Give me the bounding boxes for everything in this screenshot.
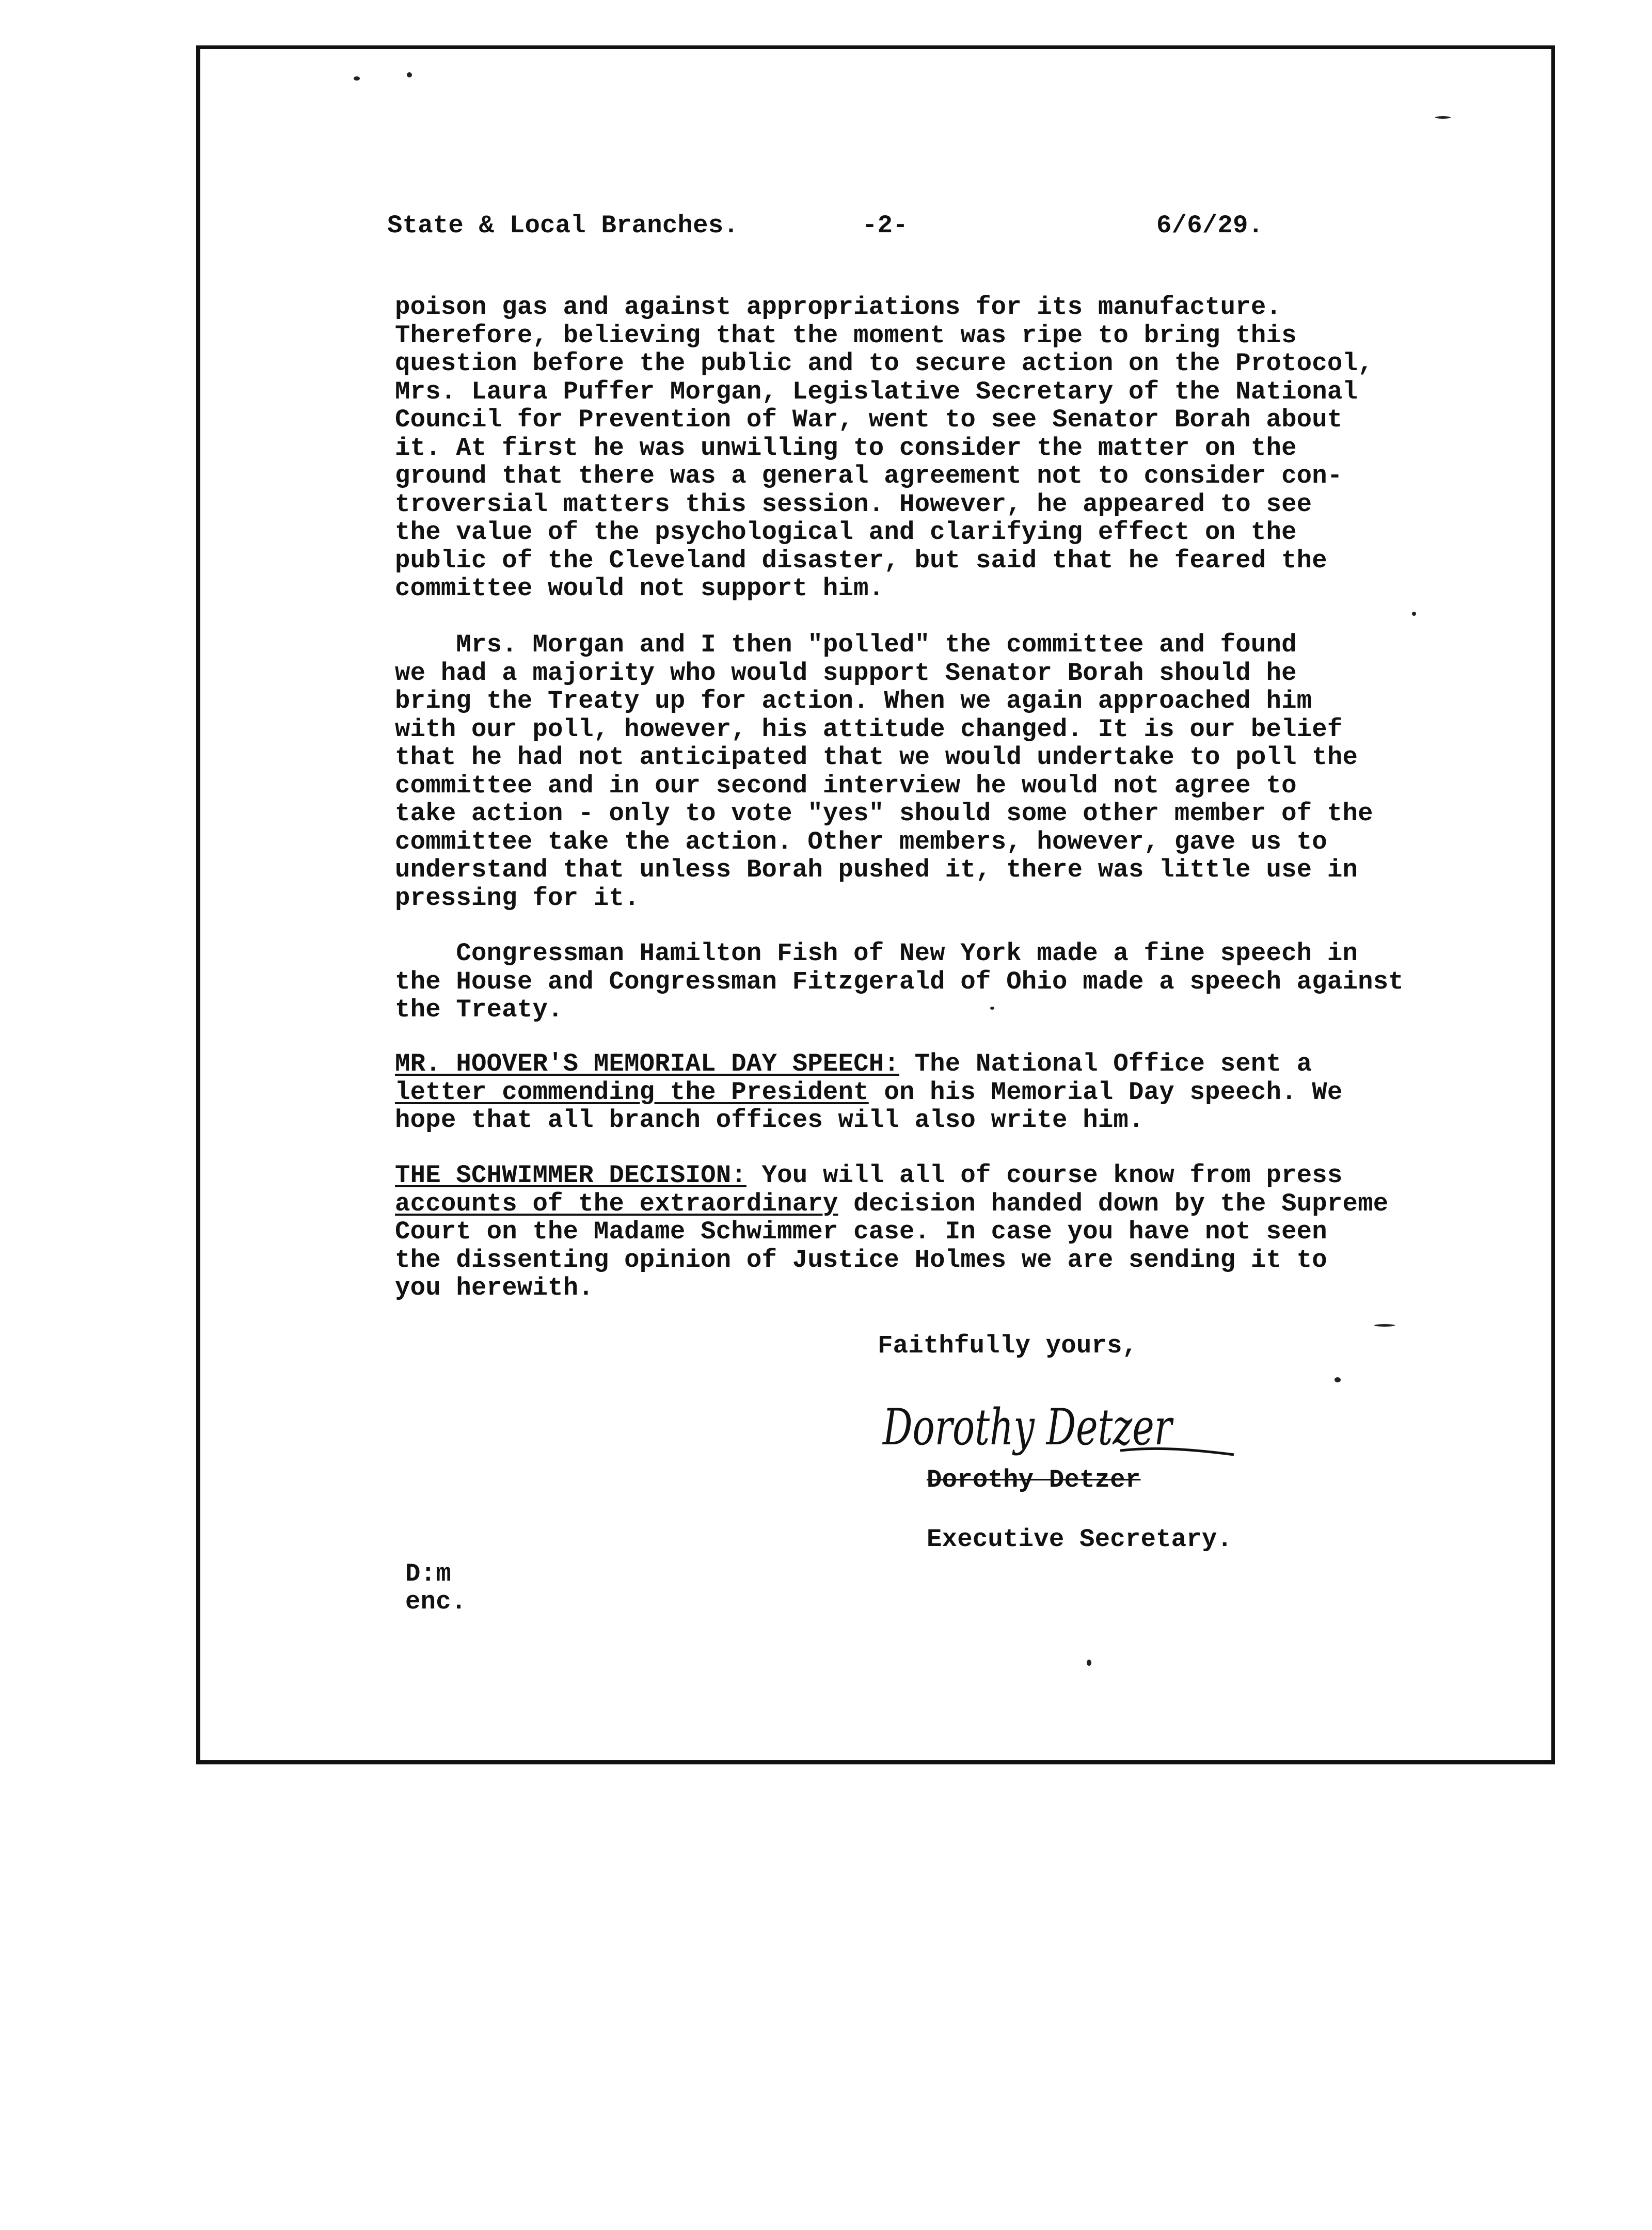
hoover-line3: hope that all branch offices will also write him.: [395, 1106, 1144, 1135]
scan-speck: [990, 1007, 994, 1010]
scan-speck: [354, 76, 360, 81]
scan-speck: [407, 72, 412, 77]
schwimmer-line2-underlined: accounts of the extraordinary: [395, 1189, 838, 1218]
hoover-line2-underlined: letter commending the President: [395, 1077, 869, 1107]
valediction: Faithfully yours,: [878, 1331, 1138, 1360]
paragraph-hoover-speech: [395, 1050, 1343, 1135]
schwimmer-heading: THE SCHWIMMER DECISION:: [395, 1161, 746, 1190]
hoover-line2-rest: on his Memorial Day speech. We: [868, 1077, 1343, 1107]
scan-speck: [1374, 1324, 1395, 1327]
scan-speck: [1412, 612, 1416, 616]
handwritten-signature: [878, 1389, 1239, 1471]
typist-initials: D:m: [405, 1559, 451, 1588]
signatory-name: Dorothy Detzer: [927, 1466, 1141, 1494]
scan-speck: [1435, 116, 1451, 119]
header-date: 6/6/29.: [1156, 211, 1264, 240]
page-header: [387, 212, 1368, 243]
schwimmer-line2-rest: decision handed down by the Supreme: [838, 1189, 1389, 1218]
schwimmer-line1-rest: You will all of course know from press: [746, 1161, 1343, 1190]
schwimmer-rest: Court on the Madame Schwimmer case. In case you have not seen the dissenting opinion of Justice Holmes we are sending it to you herewith.: [395, 1217, 1327, 1302]
paragraph-congressmen: Congressman Hamilton Fish of New York made a fine speech in the House and Congressman Fitzgerald of Ohio made a speech against the Treaty.: [395, 939, 1404, 1024]
paragraph-protocol: poison gas and against appropriations for its manufacture. Therefore, believing that the moment was ripe to bring this question before the public and to secure action on the Protocol, Mrs. Laura Puffer Morgan, Legislative Secretary of the National Council for Prevention of War, went to see Senator Borah about it. At first he was unwilling to consider the matter on the ground that there was a general agreement not to consider con- troversial matters this session. However, he appeared to see the value of the psychological and clarifying effect on the public of the Cleveland disaster, but said that he feared the committee would not support him.: [395, 293, 1373, 603]
enclosure-note: enc.: [405, 1587, 467, 1616]
hoover-speech-heading: MR. HOOVER'S MEMORIAL DAY SPEECH:: [395, 1049, 899, 1078]
header-recipient: State & Local Branches.: [387, 211, 739, 240]
paragraph-schwimmer-decision: [395, 1161, 1388, 1302]
signature-script-text: Dorothy Detzer: [882, 1398, 1174, 1456]
signatory-title: Executive Secretary.: [927, 1525, 1233, 1554]
scan-speck: [1087, 1660, 1091, 1666]
hoover-line1-rest: The National Office sent a: [899, 1049, 1312, 1078]
page-number: -2-: [862, 211, 908, 240]
scan-speck: [1335, 1377, 1341, 1382]
paragraph-committee-poll: Mrs. Morgan and I then "polled" the committee and found we had a majority who would support Senator Borah should he bring the Treaty up for action. When we again approached him with our poll, however, his attitude changed. It is our belief that he had not anticipated that we would undertake to poll the committee and in our second interview he would not agree to take action - only to vote "yes" should some other member of the committee take the action. Other members, however, gave us to understand that unless Borah pushed it, there was little use in pressing for it.: [395, 630, 1373, 913]
